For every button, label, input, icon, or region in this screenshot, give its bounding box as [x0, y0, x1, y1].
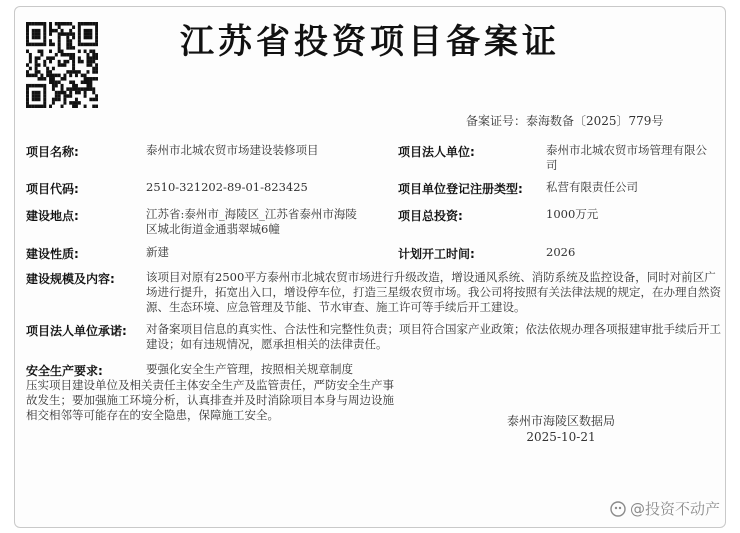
scale-value: 该项目对原有2500平方泰州市北城农贸市场进行升级改造，增设通风系统、消防系统及监控设备，同时对前区广场进行提升，拓宽出入口，增设停车位，打造三星级农贸市场。我公司将按照有关法律法规的规定，在办理自然资源、生态环境、应急管理及节能、节水审查、施工许可等手续后开工建设。 — [146, 270, 721, 314]
issue-date: 2025-10-21 — [526, 430, 596, 444]
watermark-text: @投资不动产 — [629, 500, 720, 518]
project-code-label: 项目代码: — [26, 182, 79, 196]
filing-number: 备案证号：泰海数备〔2025〕779号 — [466, 114, 664, 128]
legal-unit-value: 泰州市北城农贸市场管理有限公司 — [546, 143, 707, 172]
certificate-sheet — [14, 6, 726, 528]
safety-value-first: 要强化安全生产管理，按照相关规章制度 — [146, 362, 353, 376]
total-investment-label: 项目总投资: — [398, 209, 463, 223]
project-name-label: 项目名称: — [26, 145, 79, 159]
commitment-value: 对备案项目信息的真实性、合法性和完整性负责；项目符合国家产业政策；依法依规办理各项报建审批手续后开工建设；如有违规情况，愿承担相关的法律责任。 — [146, 322, 721, 351]
scale-label: 建设规模及内容: — [26, 272, 115, 286]
start-time-label: 计划开工时间: — [398, 247, 475, 261]
registration-type-value: 私营有限责任公司 — [546, 180, 638, 194]
project-name-value: 泰州市北城农贸市场建设装修项目 — [146, 143, 319, 157]
registration-type-label: 项目单位登记注册类型: — [398, 182, 523, 196]
start-time-value: 2026 — [546, 245, 576, 259]
issuing-office: 泰州市海陵区数据局 — [506, 414, 615, 428]
location-label: 建设地点: — [26, 209, 79, 223]
total-investment-value: 1000万元 — [546, 207, 599, 221]
safety-value-rest: 压实项目建设单位及相关责任主体安全生产及监管责任，严防安全生产事故发生；要加强施工环境分析，认真排查并及时消除项目本身与周边设施相交相邻等可能存在的安全隐患，保障施工安全。 — [26, 378, 394, 422]
watermark — [610, 498, 720, 519]
safety-label: 安全生产要求: — [26, 364, 103, 378]
location-value: 江苏省:泰州市_海陵区_江苏省泰州市海陵区城北街道金通翡翠城6幢 — [146, 207, 357, 236]
nature-value: 新建 — [146, 245, 169, 259]
project-code-value: 2510-321202-89-01-823425 — [146, 180, 308, 194]
commitment-label: 项目法人单位承诺: — [26, 324, 127, 338]
certificate-title: 江苏省投资项目备案证 — [180, 22, 560, 62]
legal-unit-label: 项目法人单位: — [398, 145, 475, 159]
watermark-logo-icon — [610, 501, 626, 517]
nature-label: 建设性质: — [26, 247, 79, 261]
